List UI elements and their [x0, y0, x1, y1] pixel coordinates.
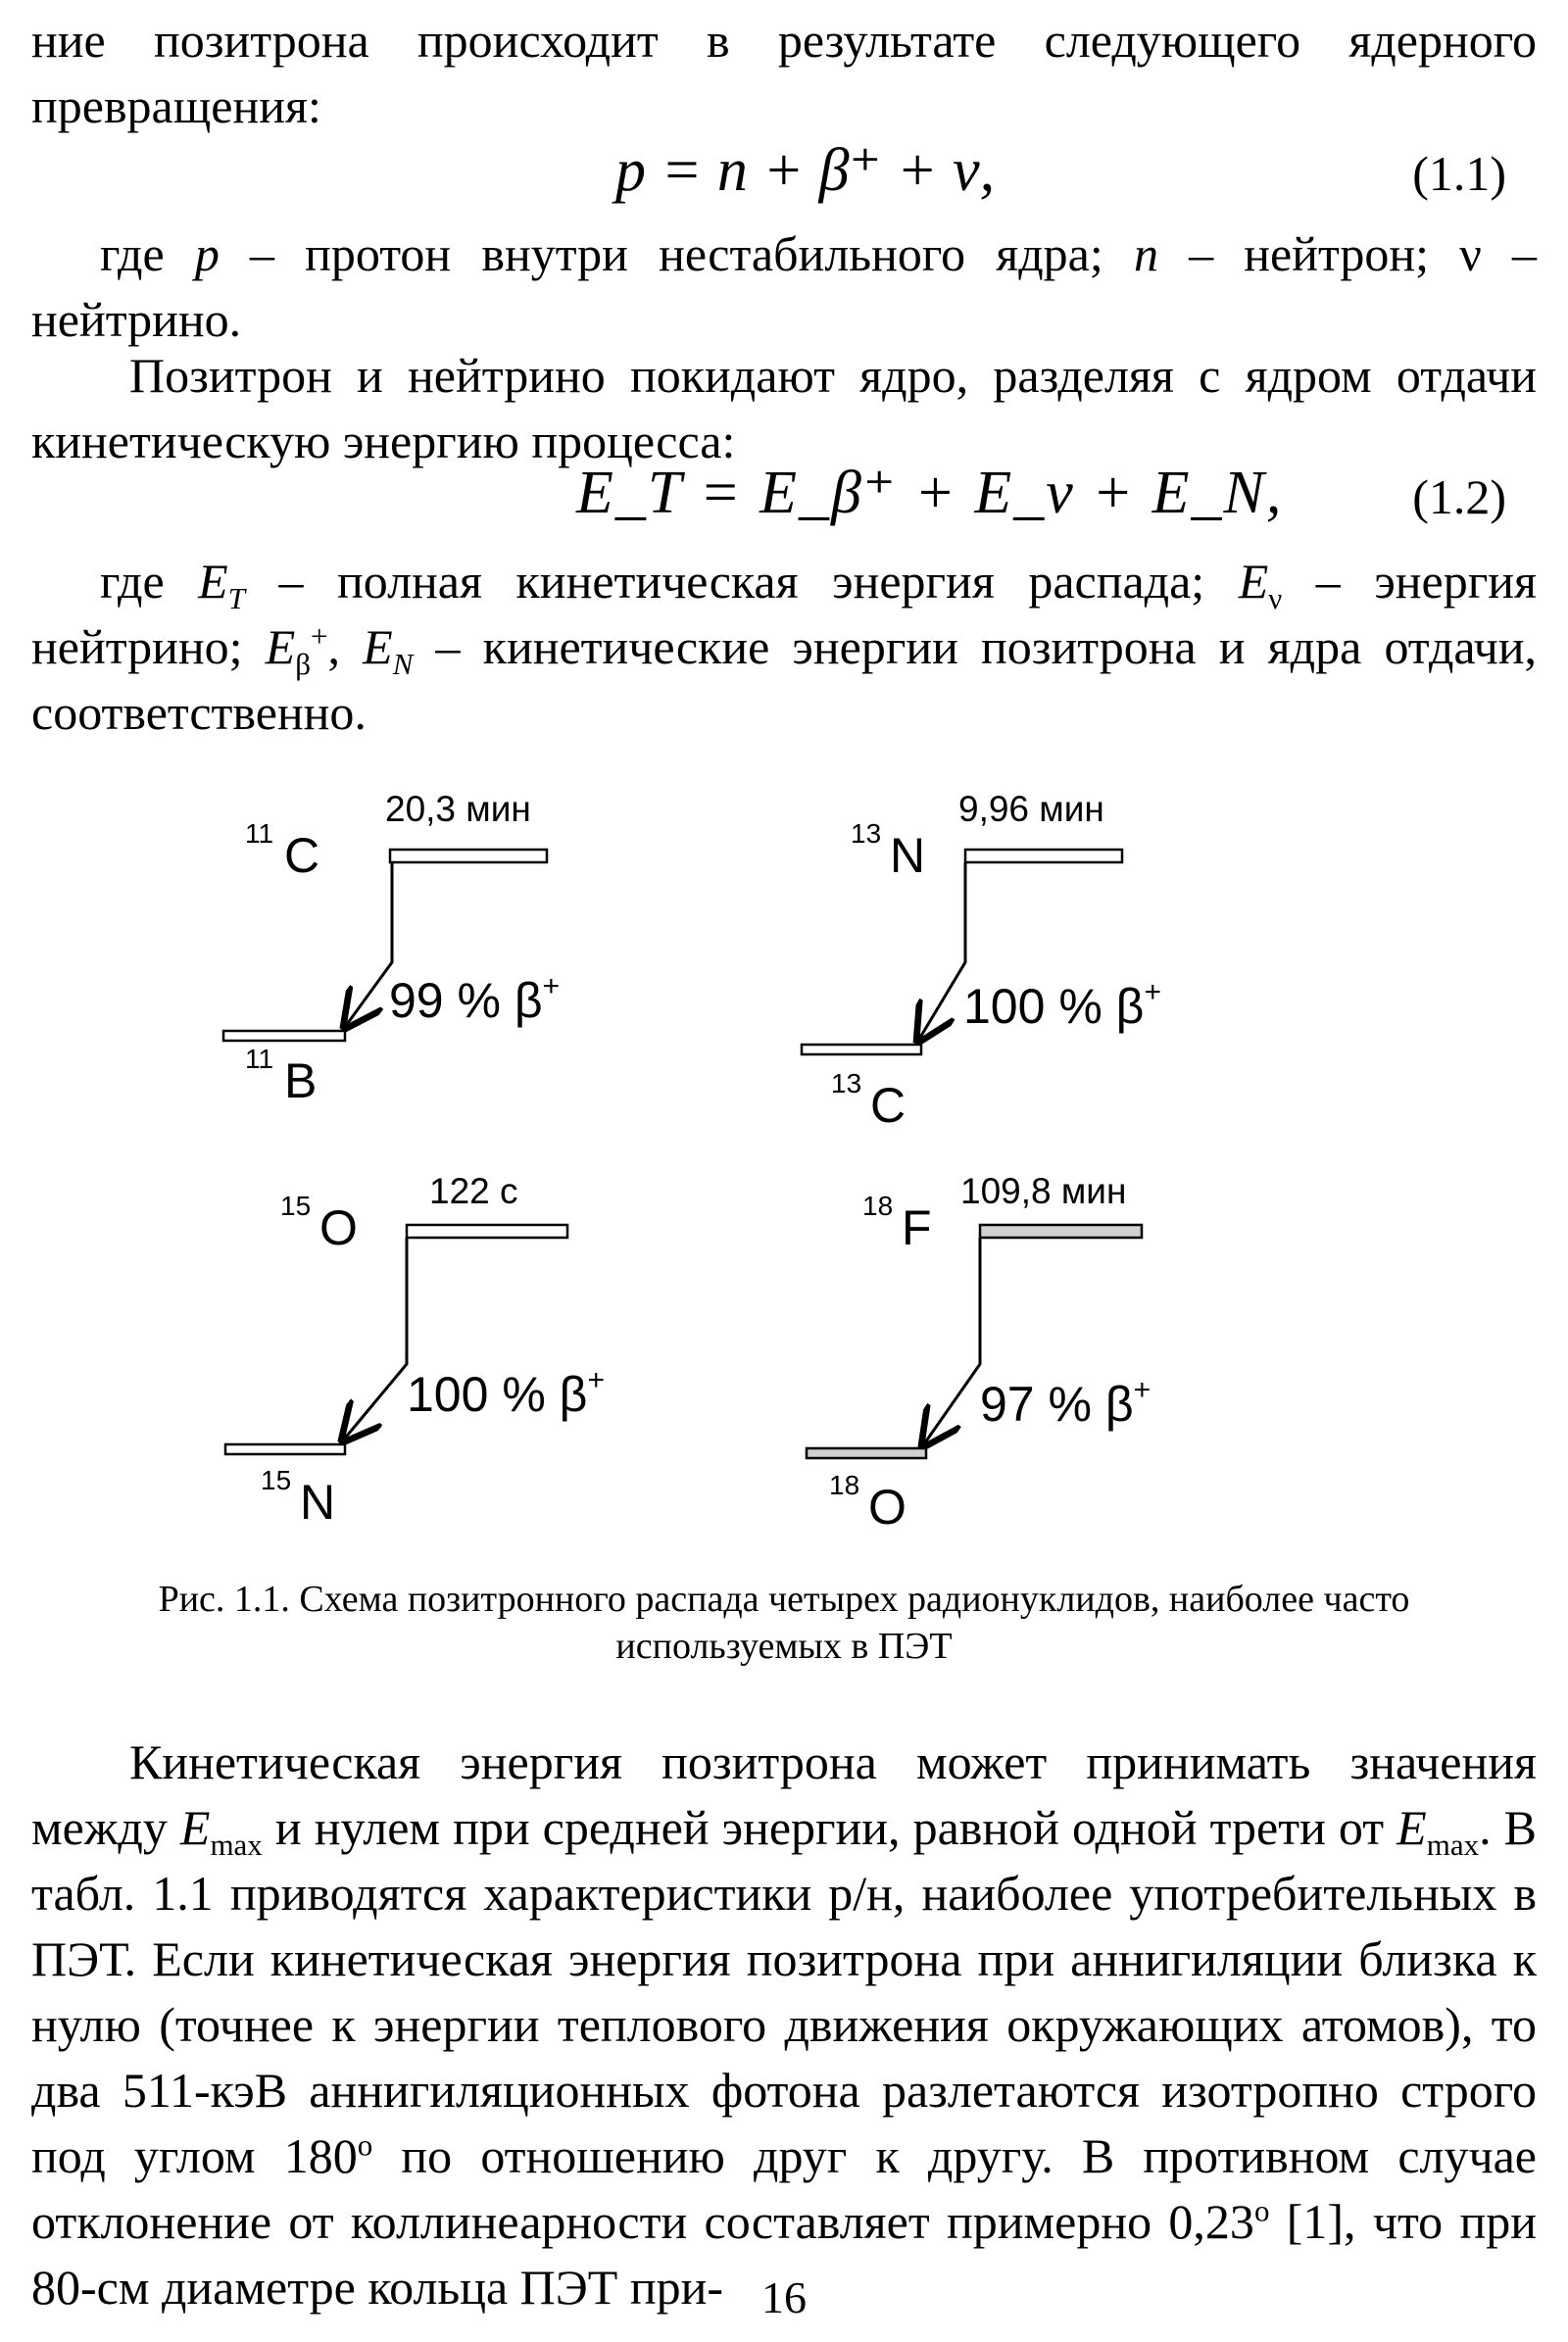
branching-ratio: 100 % β+ [407, 1364, 605, 1422]
parent-nuclide-symbol: F [902, 1200, 932, 1255]
paragraph-positron-energy: Позитрон и нейтрино покидают ядро, разделяя с ядром отдачи кинетическую энергию процесса: [31, 348, 1537, 468]
daughter-mass-number: 15 [261, 1465, 292, 1495]
daughter-nuclide-symbol: O [868, 1480, 906, 1535]
daughter-mass-number: 13 [831, 1068, 862, 1098]
parent-nuclide-symbol: N [890, 828, 926, 883]
daughter-nuclide-symbol: C [870, 1078, 906, 1133]
decay-schemes-figure [0, 764, 1568, 1548]
paragraph-kinetic-energy: Кинетическая энергия позитрона может принимать значения между $E_{max}$ и нулем при средней энергии, равной одной трети от $E_{max}$. В табл. 1.1 приводятся характеристики р/н, наиболее употребительных в ПЭТ. Если кинетическая энергия позитрона при аннигиляции близка к нулю (точнее к энергии теплового движения окружающих атомов), то два 511-кэВ аннигиляционных фотона разлетаются изотропно строго под углом 180$^o$ по отношению друг к другу. В противном случае отклонение от коллинеарности составляет примерно 0,23$^o$ [1], что при 80-см диаметре кольца ПЭТ при- [31, 1734, 1538, 2315]
equation-number-1-1: (1.1) [1412, 146, 1506, 201]
page-number: 16 [761, 2272, 807, 2322]
parent-mass-number: 13 [851, 818, 882, 849]
parent-mass-number: 11 [245, 818, 274, 849]
decay-path [345, 862, 392, 1027]
parent-energy-level [980, 1225, 1142, 1238]
paragraph-where-et: где $E_T$ – полная кинетическая энергия распада; $E_\nu$ – энергия нейтрино; $E_\beta^+$, $E_N$ – кинетические энергии позитрона и ядра отдачи, соответственно. [31, 554, 1538, 740]
daughter-energy-level [225, 1444, 345, 1454]
daughter-mass-number: 18 [829, 1470, 860, 1500]
daughter-mass-number: 11 [245, 1044, 274, 1074]
decay-scheme-n13 [802, 789, 1161, 1133]
paragraph-intro: ние позитрона происходит в результате следующего ядерного превращения: [31, 13, 1537, 133]
parent-energy-level [407, 1225, 567, 1238]
daughter-nuclide-symbol: N [300, 1475, 336, 1530]
equation-1-1: p = n + β⁺ + ν, [615, 137, 996, 204]
equation-1-2: E_T = E_β⁺ + E_ν + E_N, [576, 460, 1284, 526]
branching-ratio: 97 % β+ [980, 1374, 1152, 1432]
branching-ratio: 99 % β+ [389, 970, 561, 1028]
half-life-label: 122 с [429, 1171, 518, 1211]
daughter-energy-level [223, 1031, 345, 1041]
decay-path [918, 862, 965, 1041]
parent-nuclide-symbol: C [284, 828, 320, 883]
half-life-label: 109,8 мин [960, 1171, 1127, 1211]
half-life-label: 9,96 мин [958, 789, 1104, 829]
parent-mass-number: 15 [280, 1191, 312, 1221]
parent-nuclide-symbol: O [319, 1200, 358, 1255]
paragraph-where-p: где p – протон внутри нестабильного ядра; n – нейтрон; ν – нейтрино. [31, 226, 1537, 347]
equation-number-1-2: (1.2) [1412, 469, 1506, 524]
daughter-energy-level [802, 1045, 921, 1054]
decay-scheme-f18 [807, 1171, 1151, 1535]
daughter-energy-level [807, 1448, 926, 1458]
decay-path [923, 1238, 980, 1445]
parent-energy-level [390, 850, 547, 862]
decay-scheme-c11 [223, 789, 560, 1108]
figure-caption: Рис. 1.1. Схема позитронного распада четырех радионуклидов, наиболее часто используемых в ПЭТ [158, 1579, 1410, 1667]
parent-energy-level [965, 850, 1122, 862]
decay-scheme-o15 [225, 1171, 605, 1530]
daughter-nuclide-symbol: B [284, 1053, 318, 1108]
branching-ratio: 100 % β+ [963, 976, 1161, 1034]
decay-path [343, 1238, 407, 1440]
parent-mass-number: 18 [862, 1191, 894, 1221]
half-life-label: 20,3 мин [385, 789, 531, 829]
